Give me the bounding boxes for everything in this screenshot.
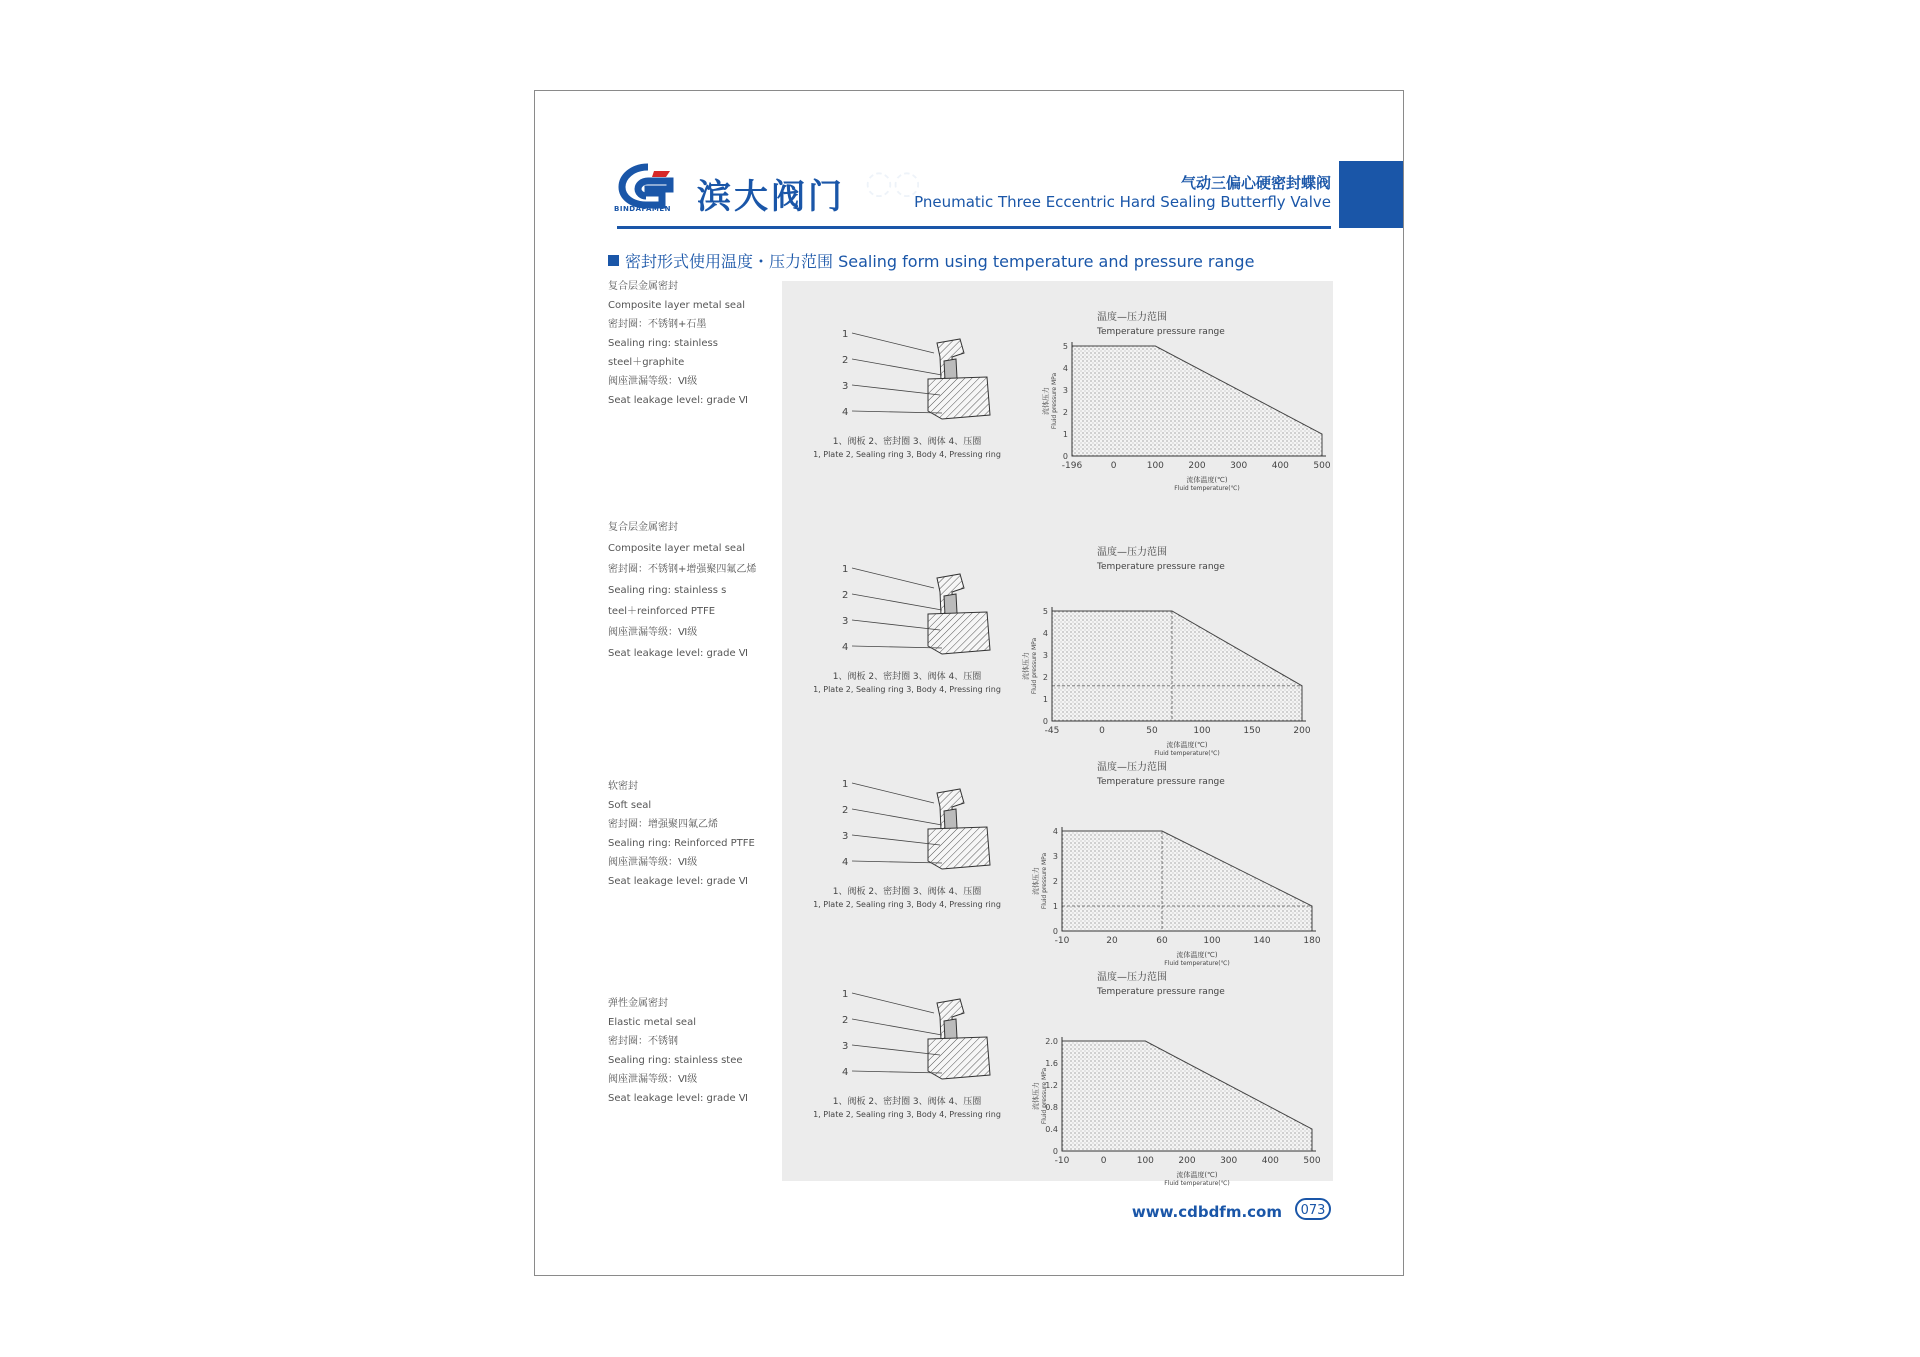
section-figure [782,531,1333,757]
y-tick-label: 2 [1052,877,1058,886]
x-axis-label-en: Fluid temperature(℃) [1164,960,1230,967]
diagram-caption-en: 1, Plate 2, Sealing ring 3, Body 4, Pressing ring [813,1110,1001,1119]
x-tick-label: 100 [1193,726,1211,736]
y-tick-label: 0 [1042,717,1048,726]
chart-subtitle: Temperature pressure range [1097,327,1225,337]
temperature-pressure-chart [1021,545,1311,757]
pressure-range-area [1062,831,1312,931]
temperature-pressure-chart [1031,970,1321,1187]
x-tick-label: 100 [1203,936,1221,946]
y-tick-label: 4 [1042,629,1048,638]
x-axis-label: 流体温度(℃) [1176,951,1218,959]
temperature-pressure-chart [1031,760,1321,967]
seal-description-4 [608,994,748,1108]
y-tick-label: 5 [1042,607,1048,616]
y-tick-label: 1 [1062,430,1068,439]
leader-line [852,993,934,1013]
seal-cross-section-diagram [842,989,990,1079]
y-tick-label: 1 [1042,695,1048,704]
x-axis-label-en: Fluid temperature(℃) [1164,1180,1230,1187]
desc-line: Sealing ring: stainless s [608,585,727,596]
desc-line: Seat leakage level: grade Ⅵ [608,395,749,406]
y-axis-label-en: Fluid pressure MPa [1051,372,1058,430]
x-tick-label: -10 [1054,1156,1070,1166]
diagram-caption-cn: 1、阀板 2、密封圈 3、阀体 4、压圈 [832,887,982,897]
temperature-pressure-chart [1041,310,1331,492]
leader-line [852,594,942,610]
pressure-range-area [1072,346,1322,456]
desc-line: 密封圈：不锈钢 [608,1036,678,1047]
seal-section-1 [782,296,1333,516]
part-number-label: 1 [842,779,849,790]
y-tick-label: 0 [1062,452,1068,461]
brand-name: 滨大阀门 [697,177,845,217]
x-tick-label: 200 [1188,461,1206,471]
x-tick-label: 200 [1293,726,1311,736]
desc-line: Sealing ring: stainless [608,338,718,349]
y-tick-label: 4 [1052,827,1058,836]
section-figure [782,746,1333,967]
product-title-en: Pneumatic Three Eccentric Hard Sealing Butterfly Valve [914,193,1331,211]
y-tick-label: 2 [1062,408,1068,417]
diagram-caption-cn: 1、阀板 2、密封圈 3、阀体 4、压圈 [832,672,982,682]
diagram-caption-cn: 1、阀板 2、密封圈 3、阀体 4、压圈 [832,437,982,447]
desc-line: Seat leakage level: grade Ⅵ [608,648,749,659]
x-tick-label: 150 [1243,726,1261,736]
desc-line: Sealing ring: stainless stee [608,1055,743,1066]
header-color-tab [1339,161,1403,228]
x-tick-label: 500 [1313,461,1331,471]
seal-cross-section-diagram [842,564,990,654]
y-axis-label-en: Fluid pressure MPa [1041,1067,1048,1125]
x-tick-label: -45 [1044,726,1060,736]
diagram-caption-cn: 1、阀板 2、密封圈 3、阀体 4、压圈 [832,1097,982,1107]
leader-line [852,809,942,825]
desc-line: Composite layer metal seal [608,300,745,311]
desc-line: 密封圈：不锈钢+石墨 [608,319,707,330]
desc-line: 阀座泄漏等级：Ⅵ级 [608,857,698,868]
desc-line: 阀座泄漏等级：Ⅵ级 [608,627,698,638]
x-tick-label: 300 [1220,1156,1238,1166]
y-tick-label: 2.0 [1045,1037,1058,1046]
diagram-caption-en: 1, Plate 2, Sealing ring 3, Body 4, Pressing ring [813,685,1001,694]
desc-line: Composite layer metal seal [608,543,745,554]
leader-line [852,1019,942,1035]
part-number-label: 4 [842,857,849,868]
desc-line: 复合层金属密封 [608,281,678,292]
x-tick-label: 50 [1146,726,1158,736]
y-tick-label: 1 [1052,902,1058,911]
chart-title: 温度—压力范围 [1097,762,1167,773]
part-number-label: 4 [842,1067,849,1078]
chart-title: 温度—压力范围 [1097,547,1167,558]
y-axis-label: 流体压力 [1022,652,1030,680]
y-axis-label: 流体压力 [1032,867,1040,895]
x-tick-label: 180 [1303,936,1321,946]
x-tick-label: 300 [1230,461,1248,471]
y-tick-label: 0.4 [1045,1125,1058,1134]
x-tick-label: 140 [1253,936,1271,946]
part-number-label: 1 [842,564,849,575]
desc-line: Seat leakage level: grade Ⅵ [608,1093,749,1104]
seal-cross-section-diagram [842,779,990,869]
leader-line [852,1045,940,1055]
chart-subtitle: Temperature pressure range [1097,777,1225,787]
chart-subtitle: Temperature pressure range [1097,562,1225,572]
section-heading-text: 密封形式使用温度・压力范围 Sealing form using temperature and pressure range [625,252,1255,271]
pressure-range-area [1052,611,1302,721]
desc-line: steel＋graphite [608,357,685,368]
bullet-square-icon [608,255,619,266]
logo-caption: BINDAFAMEN [614,205,672,213]
seal-description-3 [608,777,755,891]
leader-line [852,359,942,375]
desc-line: 弹性金属密封 [608,998,668,1009]
desc-line: Sealing ring: Reinforced PTFE [608,838,755,849]
desc-line: 密封圈：不锈钢+增强聚四氟乙烯 [608,564,757,575]
section-heading [608,249,1254,272]
x-tick-label: 20 [1106,936,1118,946]
x-axis-label: 流体温度(℃) [1166,741,1208,749]
x-tick-label: 100 [1136,1156,1154,1166]
x-tick-label: 0 [1110,461,1117,471]
y-tick-label: 0 [1052,1147,1058,1156]
seal-section-2 [782,531,1333,757]
y-axis-label-en: Fluid pressure MPa [1031,637,1038,695]
seal-cross-section-diagram [842,329,990,419]
part-number-label: 2 [842,590,849,601]
y-axis-label: 流体压力 [1042,387,1050,415]
diagram-caption-en: 1, Plate 2, Sealing ring 3, Body 4, Pressing ring [813,900,1001,909]
x-tick-label: 100 [1146,461,1164,471]
diagram-caption-en: 1, Plate 2, Sealing ring 3, Body 4, Pressing ring [813,450,1001,459]
pressure-range-area [1062,1041,1312,1151]
part-number-label: 3 [842,616,849,627]
seal-section-3 [782,746,1333,967]
y-tick-label: 2 [1042,673,1048,682]
x-tick-label: 500 [1303,1156,1321,1166]
y-tick-label: 1.2 [1045,1081,1058,1090]
chart-title: 温度—压力范围 [1097,972,1167,983]
part-number-label: 2 [842,805,849,816]
chart-title: 温度—压力范围 [1097,312,1167,323]
x-tick-label: 400 [1261,1156,1279,1166]
part-number-label: 4 [842,407,849,418]
x-axis-label-en: Fluid temperature(℃) [1154,750,1220,757]
chart-subtitle: Temperature pressure range [1097,987,1225,997]
desc-line: 复合层金属密封 [608,522,678,533]
desc-line: 阀座泄漏等级：Ⅵ级 [608,1074,698,1085]
seal-description-1 [608,277,748,410]
y-tick-label: 5 [1062,342,1068,351]
desc-line: 阀座泄漏等级：Ⅵ级 [608,376,698,387]
leader-line [852,333,934,353]
header-rule [617,226,1331,229]
y-tick-label: 0.8 [1045,1103,1058,1112]
part-number-label: 1 [842,329,849,340]
leader-line [852,385,940,395]
product-title-cn: 气动三偏心硬密封蝶阀 [1180,174,1331,192]
section-figure [782,956,1333,1187]
x-axis-label: 流体温度(℃) [1176,1171,1218,1179]
desc-line: 软密封 [608,781,638,792]
catalog-page [534,90,1404,1276]
part-number-label: 3 [842,381,849,392]
part-number-label: 2 [842,355,849,366]
leader-line [852,783,934,803]
part-number-label: 3 [842,1041,849,1052]
x-tick-label: -10 [1054,936,1070,946]
x-axis-label: 流体温度(℃) [1186,476,1228,484]
y-tick-label: 3 [1042,651,1048,660]
part-number-label: 3 [842,831,849,842]
x-tick-label: 60 [1156,936,1168,946]
desc-line: 密封圈：增强聚四氟乙烯 [608,819,718,830]
x-tick-label: 200 [1178,1156,1196,1166]
section-figure [782,296,1333,516]
y-tick-label: 4 [1062,364,1068,373]
desc-line: Seat leakage level: grade Ⅵ [608,876,749,887]
part-number-label: 4 [842,642,849,653]
y-tick-label: 3 [1052,852,1058,861]
y-tick-label: 3 [1062,386,1068,395]
x-tick-label: 0 [1100,1156,1107,1166]
seal-description-2 [608,517,756,664]
page-number: 073 [1295,1198,1331,1220]
leader-line [852,620,940,630]
y-tick-label: 0 [1052,927,1058,936]
x-tick-label: -196 [1061,461,1083,471]
leader-line [852,568,934,588]
part-number-label: 1 [842,989,849,1000]
leader-line [852,835,940,845]
part-number-label: 2 [842,1015,849,1026]
desc-line: Elastic metal seal [608,1017,696,1028]
watermark: ◌◌ [865,163,921,201]
y-tick-label: 1.6 [1045,1059,1058,1068]
y-axis-label-en: Fluid pressure MPa [1041,852,1048,910]
seal-section-4 [782,956,1333,1187]
desc-line: Soft seal [608,800,652,811]
desc-line: teel＋reinforced PTFE [608,606,716,617]
x-tick-label: 0 [1099,726,1105,736]
y-axis-label: 流体压力 [1032,1082,1040,1110]
footer-website-link[interactable]: www.cdbdfm.com [1131,1203,1282,1221]
x-axis-label-en: Fluid temperature(℃) [1174,485,1240,492]
x-tick-label: 400 [1271,461,1289,471]
